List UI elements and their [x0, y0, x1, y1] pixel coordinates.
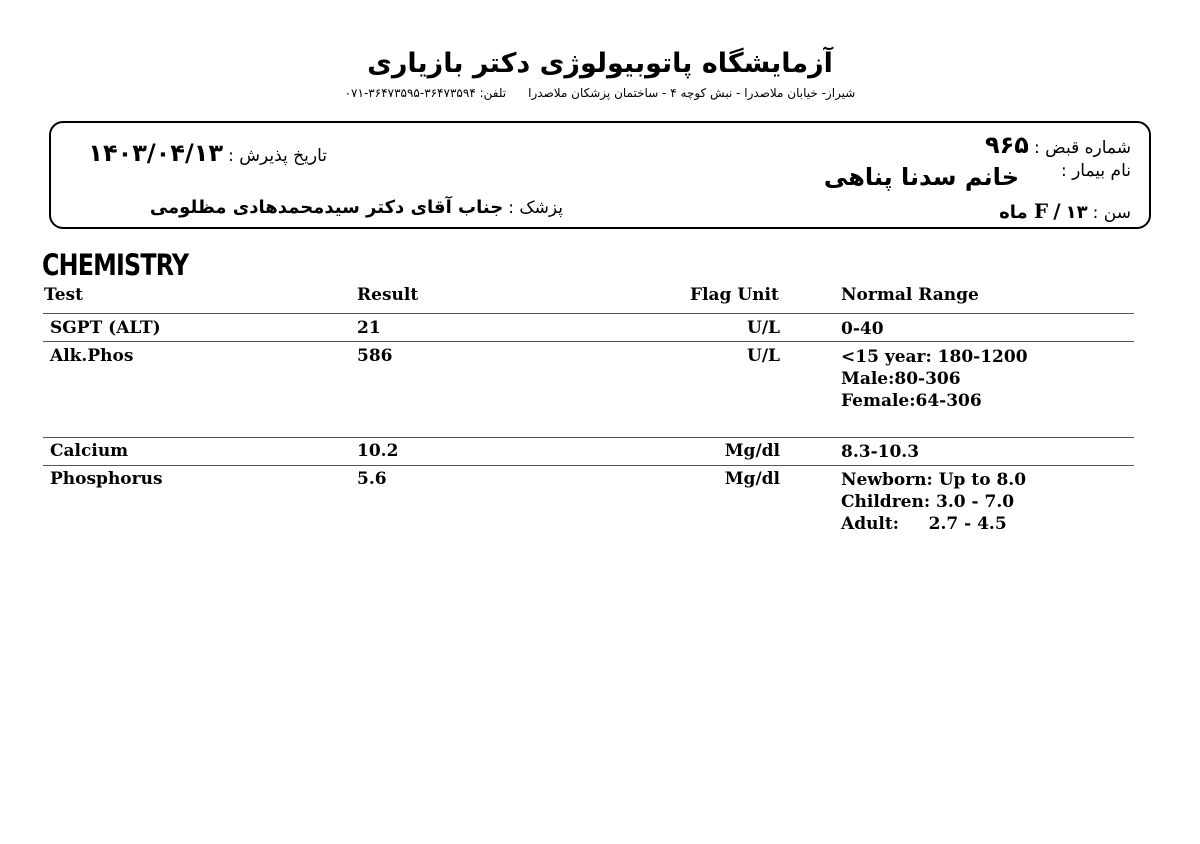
row-result: 5.6 — [357, 469, 387, 489]
table-divider — [43, 313, 1134, 314]
admission-date-label: تاریخ پذیرش : — [228, 146, 327, 166]
row-result: 10.2 — [357, 441, 399, 461]
age-field — [999, 199, 1131, 223]
row-result: 21 — [357, 318, 381, 338]
patient-age: ۱۳ ماه — [999, 202, 1088, 223]
doctor-name: جناب آقای دکتر سیدمحمدهادی مظلومی — [149, 197, 504, 218]
patient-sex: F — [1033, 199, 1049, 223]
table-divider — [43, 437, 1134, 438]
row-range: <15 year: 180-1200 Male:80-306 Female:64-306 — [841, 347, 1028, 411]
row-unit: Mg/dl — [724, 441, 780, 461]
patient-name-label: نام بیمار : — [1060, 161, 1131, 181]
receipt-field — [985, 131, 1131, 159]
row-result: 586 — [357, 346, 393, 366]
row-unit: U/L — [747, 318, 780, 338]
row-unit: Mg/dl — [724, 469, 780, 489]
age-label: سن : — [1092, 203, 1131, 223]
admission-date: ۱۴۰۳/۰۴/۱۳ — [88, 139, 224, 167]
patient-name: خانم سدنا پناهی — [823, 163, 1019, 191]
age-separator: / — [1053, 199, 1061, 223]
row-range: Newborn: Up to 8.0 Children: 3.0 - 7.0 Adult: 2.7 - 4.5 — [841, 470, 1027, 534]
lab-title: آزمایشگاه پاتوبیولوژی دکتر بازیاری — [367, 48, 833, 79]
table-divider — [43, 341, 1134, 342]
row-test: Calcium — [50, 441, 129, 461]
header-normal-range: Normal Range — [841, 285, 979, 305]
receipt-label: شماره قبض : — [1034, 138, 1131, 158]
header-result: Result — [357, 285, 419, 305]
patient-name-label-wrap — [1061, 161, 1131, 181]
receipt-number: ۹۶۵ — [984, 131, 1029, 159]
row-test: SGPT (ALT) — [50, 318, 161, 338]
header-test: Test — [44, 285, 83, 305]
row-test: Alk.Phos — [50, 346, 134, 366]
admission-date-field — [88, 139, 327, 167]
patient-name-field — [824, 163, 1019, 191]
patient-info-box — [49, 121, 1151, 229]
table-divider — [43, 465, 1134, 466]
doctor-label: پزشک : — [508, 198, 563, 218]
lab-phone: تلفن: ۳۶۴۷۳۵۹۴-۳۶۴۷۳۵۹۵-۰۷۱ — [344, 86, 507, 100]
row-range: 0-40 — [841, 319, 884, 339]
doctor-field — [150, 197, 563, 218]
row-test: Phosphorus — [50, 469, 163, 489]
lab-address: شیراز- خیابان ملاصدرا - نبش کوچه ۴ - ساختمان پزشکان ملاصدرا — [528, 86, 856, 100]
row-range: 8.3-10.3 — [841, 442, 920, 462]
row-unit: U/L — [747, 346, 780, 366]
section-title: CHEMISTRY — [42, 248, 189, 282]
lab-address-line — [0, 86, 1200, 100]
header-flag-unit: Flag Unit — [690, 285, 779, 305]
